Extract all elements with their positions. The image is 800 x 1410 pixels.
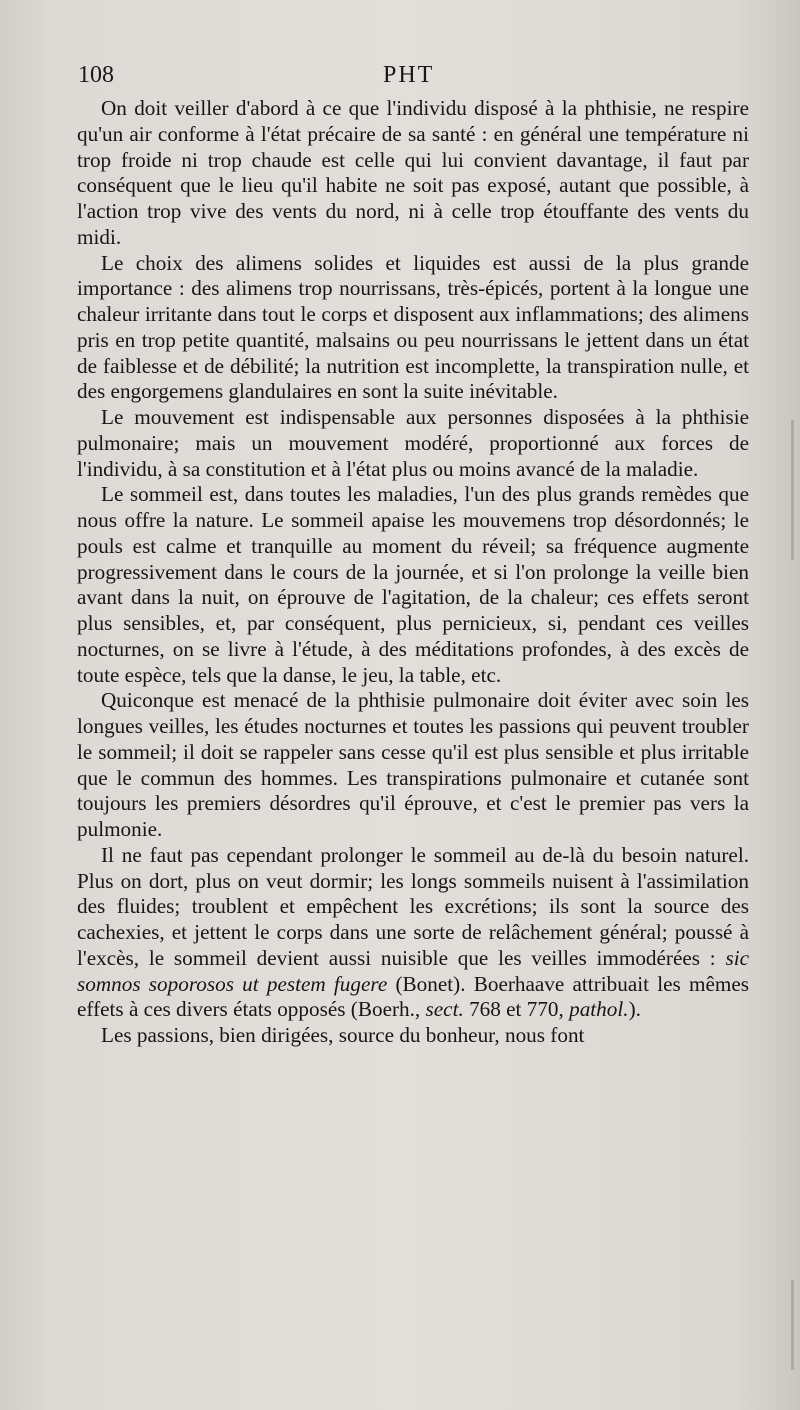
paragraph-veilles: Quiconque est menacé de la phthisie pulmonaire doit éviter avec soin les longues veilles, les études nocturnes et toutes les passions qui peuvent troubler le sommeil; il doit se rappeler sans cesse qu'il est plus sensible et plus irritable que le commun des hommes. Les transpirations pulmonaire et cutanée sont toujours les premiers désordres qu'il éprouve, et c'est le premier pas vers la pulmonie. [77, 688, 749, 841]
paragraph-sommeil: Le sommeil est, dans toutes les maladies, l'un des plus grands remèdes que nous offre la nature. Le sommeil apaise les mouvemens trop désordonnés; le pouls est calme et tranquille au moment du réveil; sa fréquence augmente progressivement dans le cours de la journée, et si l'on prolonge la veille bien avant dans la nuit, on éprouve de l'agitation, de la chaleur; ces effets seront plus sensibles, et, par conséquent, plus pernicieux, si, pendant ces veilles nocturnes, on se livre à l'étude, à des méditations profondes, à des excès de toute espèce, tels que la danse, le jeu, la table, etc. [77, 482, 749, 687]
citation-text: (Bonet). Boerhaave attribuait les mêmes effets à ces divers états opposés (Boerh., [77, 971, 749, 1022]
citation-numbers: 768 et 770, [463, 997, 570, 1022]
paragraph-alimens: Le choix des alimens solides et liquides est aussi de la plus grande importance : des alimens trop nourrissans, très-épicés, portent à la longue une chaleur irritante dans tout le corps et disposent aux inflammations; des alimens pris en trop petite quantité, malsains ou peu nourrissans le jettent dans un état de faiblesse et de débilité; la nutrition est incomplette, la transpiration nulle, et des engorgemens glandulaires en sont la suite inévitable. [77, 250, 749, 404]
paragraph-prolonger-sommeil [77, 843, 749, 1023]
page-header [78, 60, 750, 92]
page-edge-shadow [791, 1280, 794, 1370]
paragraph-prolonger-text: Il ne faut pas cependant prolonger le sommeil au de-là du besoin naturel. Plus on dort, plus on veut dormir; les longs sommeils nuisent à l'assimilation des fluides; troublent et empêchent les excrétions; ils sont la source des cachexies, et jettent le corps dans une sorte de relâchement général; poussé à l'excès, le sommeil devient aussi nuisible que les veilles immodérées : [77, 842, 749, 970]
citation-pathol: pathol. [569, 997, 629, 1022]
paragraph-mouvement: Le mouvement est indispensable aux personnes disposées à la phthisie pulmonaire; mais un mouvement modéré, proportionné aux forces de l'individu, à sa constitution et à l'état plus ou moins avancé de la maladie. [77, 405, 749, 481]
paragraph-passions: Les passions, bien dirigées, source du bonheur, nous font [101, 1023, 585, 1047]
page-edge-shadow [791, 420, 794, 560]
page-number: 108 [78, 62, 114, 88]
running-head: PHT [383, 62, 435, 88]
paragraph-air: On doit veiller d'abord à ce que l'individu disposé à la phthisie, ne respire qu'un air conforme à l'état précaire de sa santé : en général une température ni trop froide ni trop chaude est celle qui lui convient davantage, il faut par conséquent que le lieu qu'il habite ne soit pas exposé, autant que possible, à l'action trop vive des vents du nord, ni à celle trop étouffante des vents du midi. [77, 96, 749, 249]
latin-quote: sic somnos soporosos ut pestem fugere [77, 945, 749, 996]
citation-sect: sect. [425, 997, 464, 1022]
body-text [77, 96, 749, 1049]
citation-close: ). [628, 997, 641, 1022]
